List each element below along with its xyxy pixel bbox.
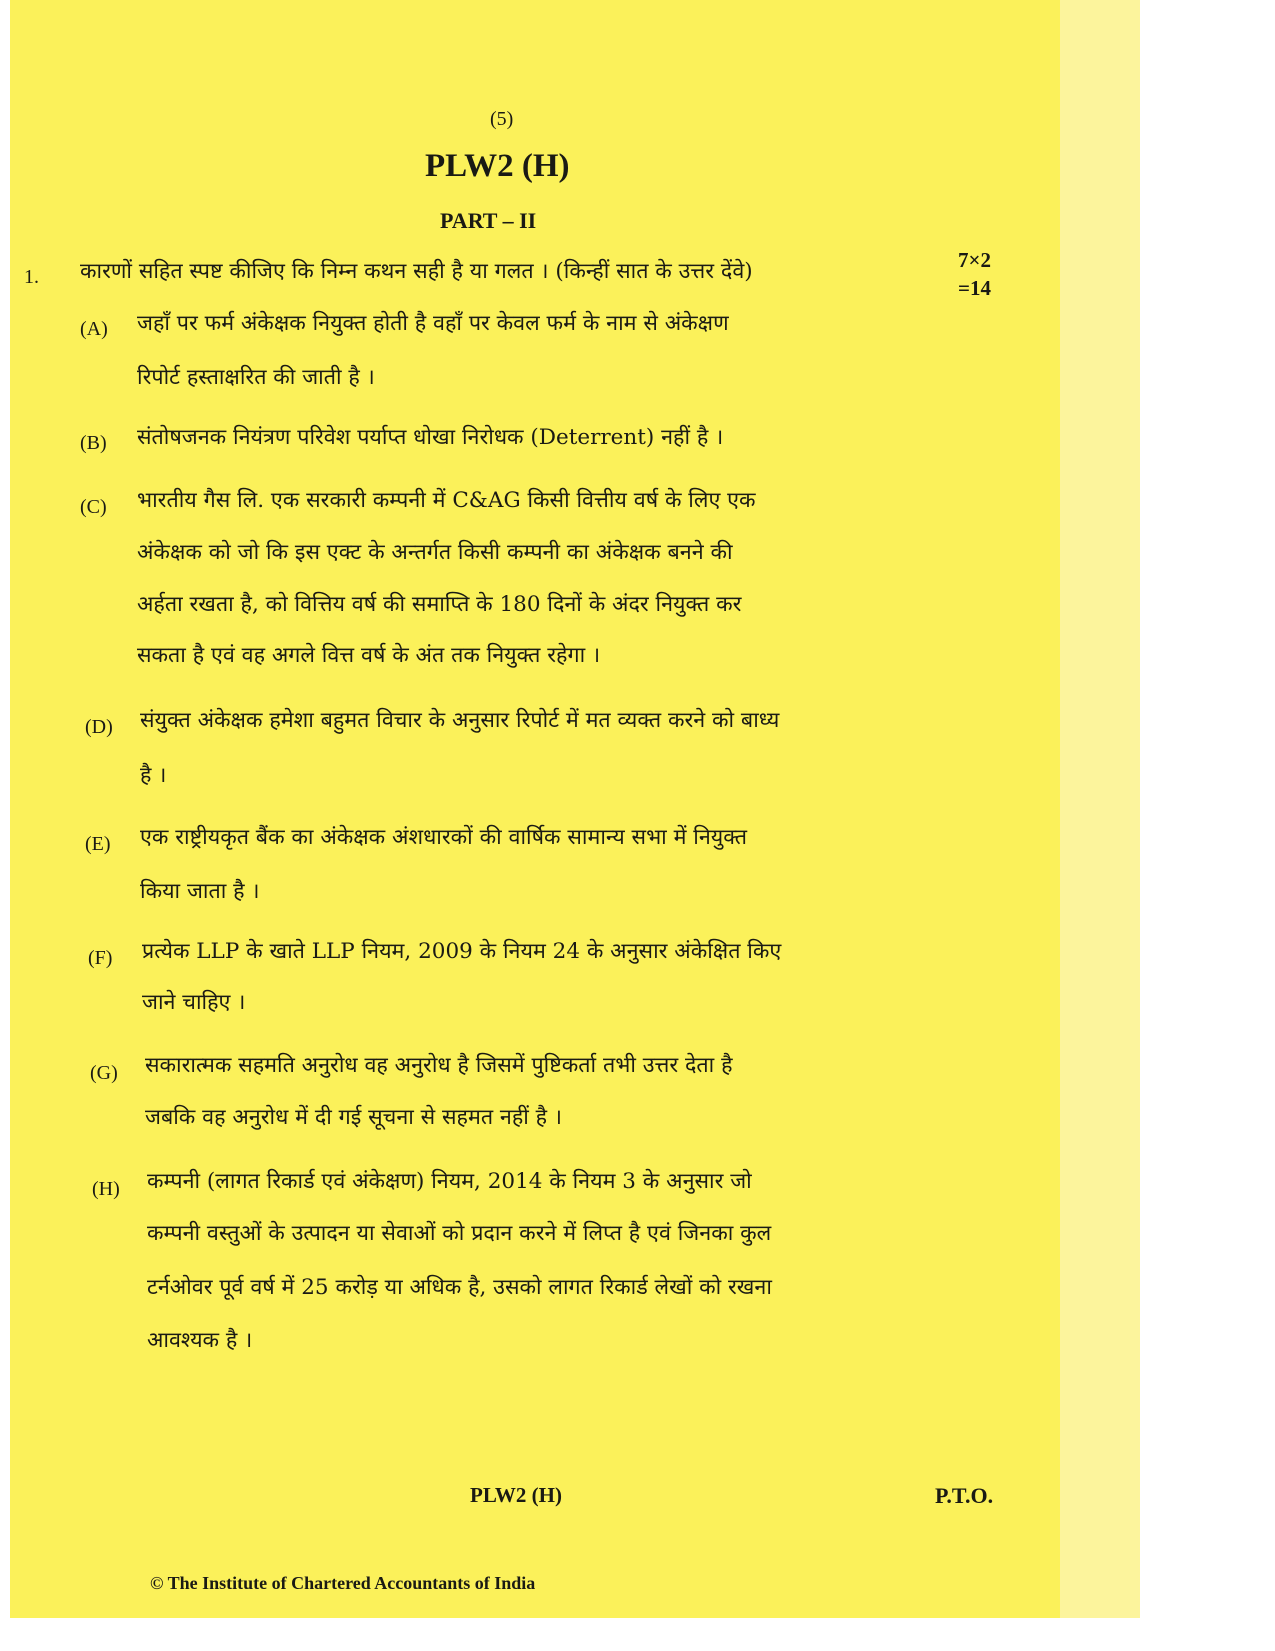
item-e-line-2: किया जाता है । [140,879,260,904]
page-edge-shade [1060,0,1140,1618]
item-label-e: (E) [85,833,111,855]
question-text: कारणों सहित स्पष्ट कीजिए कि निम्न कथन सही है या गलत । (किन्हीं सात के उत्तर देंवे) [80,259,753,284]
item-label-b: (B) [80,432,107,454]
item-label-g: (G) [90,1062,118,1084]
item-d-line-1: संयुक्त अंकेक्षक हमेशा बहुमत विचार के अनुसार रिपोर्ट में मत व्यक्त करने को बाध्य [140,708,780,733]
item-h-line-1: कम्पनी (लागत रिकार्ड एवं अंकेक्षण) नियम, 2014 के नियम 3 के अनुसार जो [147,1169,752,1194]
part-heading: PART – II [440,208,537,233]
marks-allocation [958,246,991,302]
item-c-line-4: सकता है एवं वह अगले वित्त वर्ष के अंत तक नियुक्त रहेगा । [137,643,601,668]
item-label-c: (C) [80,496,107,518]
item-c-line-3: अर्हता रखता है, को वित्तिय वर्ष की समाप्ति के 180 दिनों के अंदर नियुक्त कर [137,592,742,617]
item-label-a: (A) [80,318,108,340]
copyright-notice: © The Institute of Chartered Accountants of India [150,1573,536,1593]
item-c-line-1: भारतीय गैस लि. एक सरकारी कम्पनी में C&AG किसी वित्तीय वर्ष के लिए एक [137,488,756,513]
item-a-line-2: रिपोर्ट हस्ताक्षरित की जाती है । [137,365,375,390]
marks-line-2: =14 [958,276,991,300]
item-h-line-3: टर्नओवर पूर्व वर्ष में 25 करोड़ या अधिक है, उसको लागत रिकार्ड लेखों को रखना [147,1275,772,1300]
paper-code-heading: PLW2 (H) [425,148,570,184]
item-f-line-2: जाने चाहिए । [142,990,246,1015]
item-g-line-1: सकारात्मक सहमति अनुरोध वह अनुरोध है जिसमें पुष्टिकर्ता तभी उत्तर देता है [145,1053,733,1078]
item-label-f: (F) [88,947,113,969]
marks-line-1: 7×2 [958,248,991,272]
item-label-h: (H) [92,1178,120,1200]
item-label-d: (D) [85,716,113,738]
item-h-line-2: कम्पनी वस्तुओं के उत्पादन या सेवाओं को प्रदान करने में लिप्त है एवं जिनका कुल [147,1221,772,1246]
item-d-line-2: है । [140,763,167,788]
item-h-line-4: आवश्यक है । [147,1328,253,1353]
item-c-line-2: अंकेक्षक को जो कि इस एक्ट के अन्तर्गत किसी कम्पनी का अंकेक्षक बनने की [137,540,733,565]
item-a-line-1: जहाँ पर फर्म अंकेक्षक नियुक्त होती है वहाँ पर केवल फर्म के नाम से अंकेक्षण [137,311,729,336]
page-number: (5) [490,108,514,130]
item-b-line-1: संतोषजनक नियंत्रण परिवेश पर्याप्त धोखा निरोधक (Deterrent) नहीं है । [137,425,724,450]
exam-page [10,0,1140,1618]
item-e-line-1: एक राष्ट्रीयकृत बैंक का अंकेक्षक अंशधारकों की वार्षिक सामान्य सभा में नियुक्त [140,825,748,850]
paper-code-footer: PLW2 (H) [470,1483,562,1507]
question-number: 1. [24,266,39,288]
pto-marker: P.T.O. [935,1483,994,1508]
item-f-line-1: प्रत्येक LLP के खाते LLP नियम, 2009 के नियम 24 के अनुसार अंकेक्षित किए [142,939,782,964]
item-g-line-2: जबकि वह अनुरोध में दी गई सूचना से सहमत नहीं है । [145,1105,563,1130]
